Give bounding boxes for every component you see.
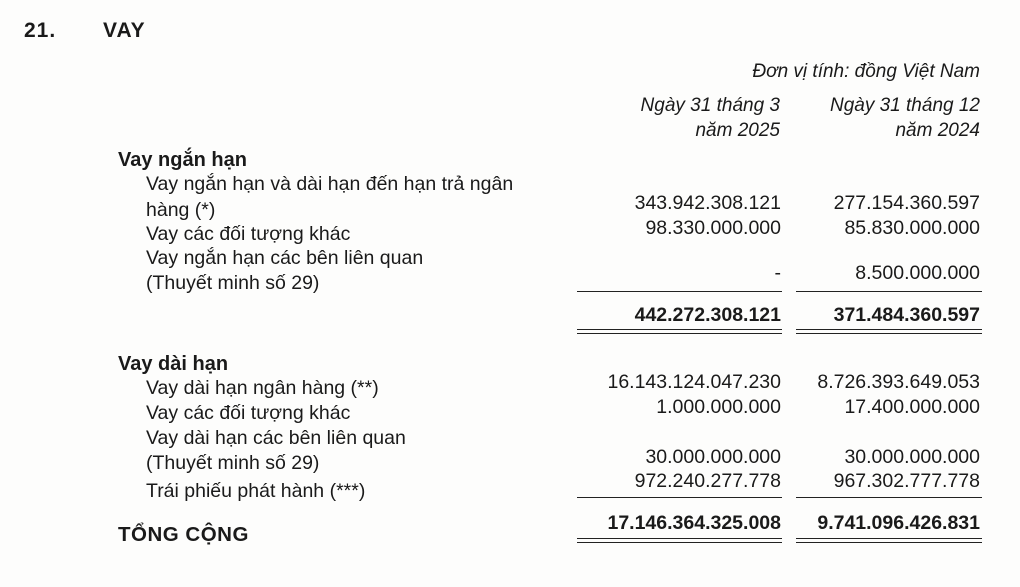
section-number: 21. (24, 19, 57, 42)
short-term-row-1-value-2025: 343.942.308.121 (634, 192, 781, 214)
grand-total-double-rule-2024 (796, 538, 982, 543)
long-term-row-3-value-2025: 30.000.000.000 (645, 446, 781, 468)
long-term-total-rule-2024 (796, 497, 982, 498)
grand-total-2024: 9.741.096.426.831 (817, 512, 980, 534)
short-term-row-3-value-2025: - (774, 262, 781, 284)
grand-total-label: TỔNG CỘNG (118, 523, 249, 546)
short-term-row-1-label-line1: Vay ngắn hạn và dài hạn đến hạn trả ngân (146, 173, 514, 195)
long-term-row-1-value-2025: 16.143.124.047.230 (607, 371, 781, 393)
column-header-2024-line1: Ngày 31 tháng 12 (829, 95, 980, 116)
short-term-row-2-value-2024: 85.830.000.000 (844, 217, 980, 239)
short-term-subtotal-2025: 442.272.308.121 (634, 304, 781, 326)
long-term-row-2-label: Vay các đối tượng khác (146, 402, 351, 424)
long-term-row-4-value-2025: 972.240.277.778 (634, 470, 781, 492)
column-header-2025-line2: năm 2025 (695, 120, 780, 141)
short-term-row-2-value-2025: 98.330.000.000 (645, 217, 781, 239)
short-term-subtotal-rule-2024 (796, 291, 982, 292)
long-term-row-4-value-2024: 967.302.777.778 (833, 470, 980, 492)
long-term-row-2-value-2024: 17.400.000.000 (844, 396, 980, 418)
short-term-row-3-value-2024: 8.500.000.000 (855, 262, 980, 284)
short-term-double-rule-2024 (796, 329, 982, 334)
unit-note: Đơn vị tính: đồng Việt Nam (752, 61, 980, 82)
long-term-row-3-label-line2: (Thuyết minh số 29) (146, 452, 320, 474)
long-term-row-1-value-2024: 8.726.393.649.053 (817, 371, 980, 393)
column-header-2025-line1: Ngày 31 tháng 3 (640, 95, 780, 116)
short-term-subtotal-rule-2025 (577, 291, 782, 292)
short-term-subtotal-2024: 371.484.360.597 (833, 304, 980, 326)
short-term-heading: Vay ngắn hạn (118, 149, 247, 171)
short-term-row-1-value-2024: 277.154.360.597 (833, 192, 980, 214)
grand-total-double-rule-2025 (577, 538, 782, 543)
long-term-row-2-value-2025: 1.000.000.000 (656, 396, 781, 418)
short-term-double-rule-2025 (577, 329, 782, 334)
long-term-row-3-value-2024: 30.000.000.000 (844, 446, 980, 468)
long-term-row-1-label: Vay dài hạn ngân hàng (**) (146, 377, 379, 399)
long-term-row-4-label: Trái phiếu phát hành (***) (146, 480, 366, 502)
short-term-row-2-label: Vay các đối tượng khác (146, 223, 351, 245)
grand-total-2025: 17.146.364.325.008 (607, 512, 781, 534)
short-term-row-1-label-line2: hàng (*) (146, 199, 216, 221)
long-term-total-rule-2025 (577, 497, 782, 498)
column-header-2025 (641, 93, 780, 143)
column-header-2024 (830, 93, 980, 143)
short-term-row-3-label-line2: (Thuyết minh số 29) (146, 272, 320, 294)
column-header-2024-line2: năm 2024 (895, 120, 980, 141)
section-title: VAY (103, 19, 146, 42)
short-term-row-3-label-line1: Vay ngắn hạn các bên liên quan (146, 247, 424, 269)
long-term-row-3-label-line1: Vay dài hạn các bên liên quan (146, 427, 406, 449)
long-term-heading: Vay dài hạn (118, 353, 229, 375)
